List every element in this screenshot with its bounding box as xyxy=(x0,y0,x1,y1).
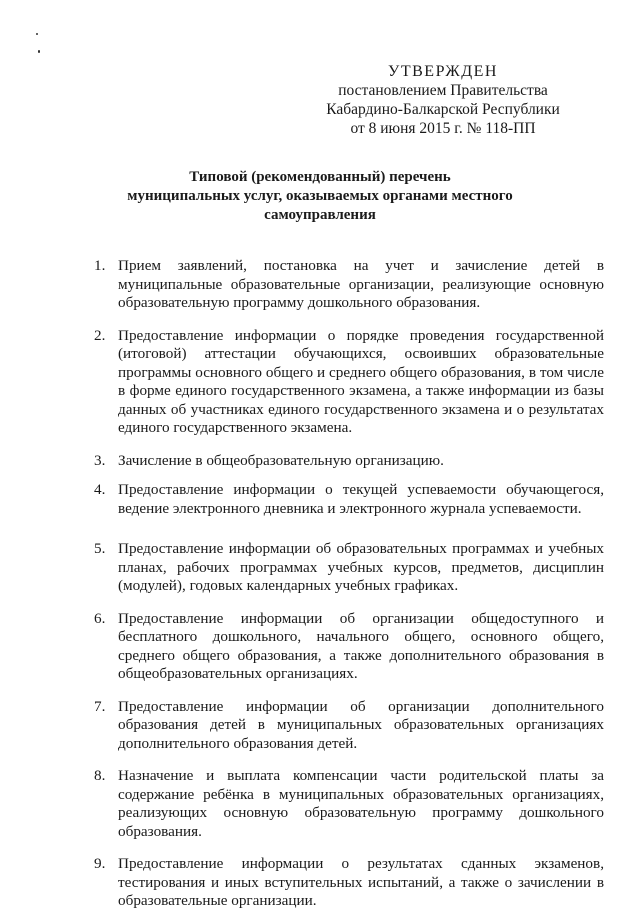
item-text: Предоставление информации о результатах сданных экзаменов, тестирования и иных вступительных испытаний, а также о зачислении в образовательные организации. xyxy=(118,855,604,909)
item-number: 7. xyxy=(94,697,106,715)
approval-line: Кабардино-Балкарской Республики xyxy=(326,101,560,118)
item-text: Предоставление информации об организации общедоступного и бесплатного дошкольного, начального общего, основного общего, среднего общего образования, а также дополнительного образования в общеобразовательных организациях. xyxy=(118,609,604,682)
item-text: Назначение и выплата компенсации части родительской платы за содержание ребёнка в муниципальных образовательных организациях, реализующих основную образовательную программу дошкольного образования. xyxy=(118,767,604,840)
item-text: Прием заявлений, постановка на учет и зачисление детей в муниципальные образовательные организации, реализующие основную образовательную программу дошкольного образования. xyxy=(118,257,604,311)
item-number: 9. xyxy=(94,855,106,872)
document-title xyxy=(100,168,540,225)
item-number: 3. xyxy=(94,451,106,469)
approval-stamp-block xyxy=(318,62,568,138)
title-line: самоуправления xyxy=(264,207,376,223)
approval-line: от 8 июня 2015 г. № 118-ПП xyxy=(350,120,536,137)
scan-speck xyxy=(38,50,40,53)
scan-speck xyxy=(36,33,38,35)
approval-heading: УТВЕРЖДЕН xyxy=(388,63,498,80)
item-number: 2. xyxy=(94,326,106,344)
item-number: 5. xyxy=(94,540,106,557)
item-text: Предоставление информации об организации дополнительного образования детей в муниципальных образовательных организациях дополнительного образования детей. xyxy=(118,697,604,752)
item-number: 4. xyxy=(94,481,106,498)
list-item xyxy=(94,452,604,471)
list-item xyxy=(94,855,604,911)
item-number: 6. xyxy=(94,609,106,627)
list-item xyxy=(94,481,604,518)
list-item xyxy=(94,327,604,438)
services-list xyxy=(94,257,604,911)
item-text: Зачисление в общеобразовательную организацию. xyxy=(118,451,444,469)
list-item xyxy=(94,540,604,596)
item-number: 1. xyxy=(94,257,106,274)
title-line: муниципальных услуг, оказываемых органами местного xyxy=(127,188,513,204)
item-text: Предоставление информации о порядке проведения государственной (итоговой) аттестации обучающихся, освоивших образовательные программы основного общего и среднего общего образования, в том числе в форме единого государственного экзамена, а также информации из базы данных об участниках единого государственного экзамена и о результатах единого государственного экзамена. xyxy=(118,326,604,436)
approval-line: постановлением Правительства xyxy=(338,82,548,99)
title-line: Типовой (рекомендованный) перечень xyxy=(189,169,451,185)
list-item xyxy=(94,767,604,841)
list-item xyxy=(94,257,604,313)
list-item xyxy=(94,610,604,684)
list-item xyxy=(94,698,604,754)
item-number: 8. xyxy=(94,767,106,784)
item-text: Предоставление информации об образовательных программах и учебных планах, рабочих программах учебных курсов, предметов, дисциплин (модулей), годовых календарных учебных графиках. xyxy=(118,540,604,594)
item-text: Предоставление информации о текущей успеваемости обучающегося, ведение электронного дневника и электронного журнала успеваемости. xyxy=(118,481,604,517)
